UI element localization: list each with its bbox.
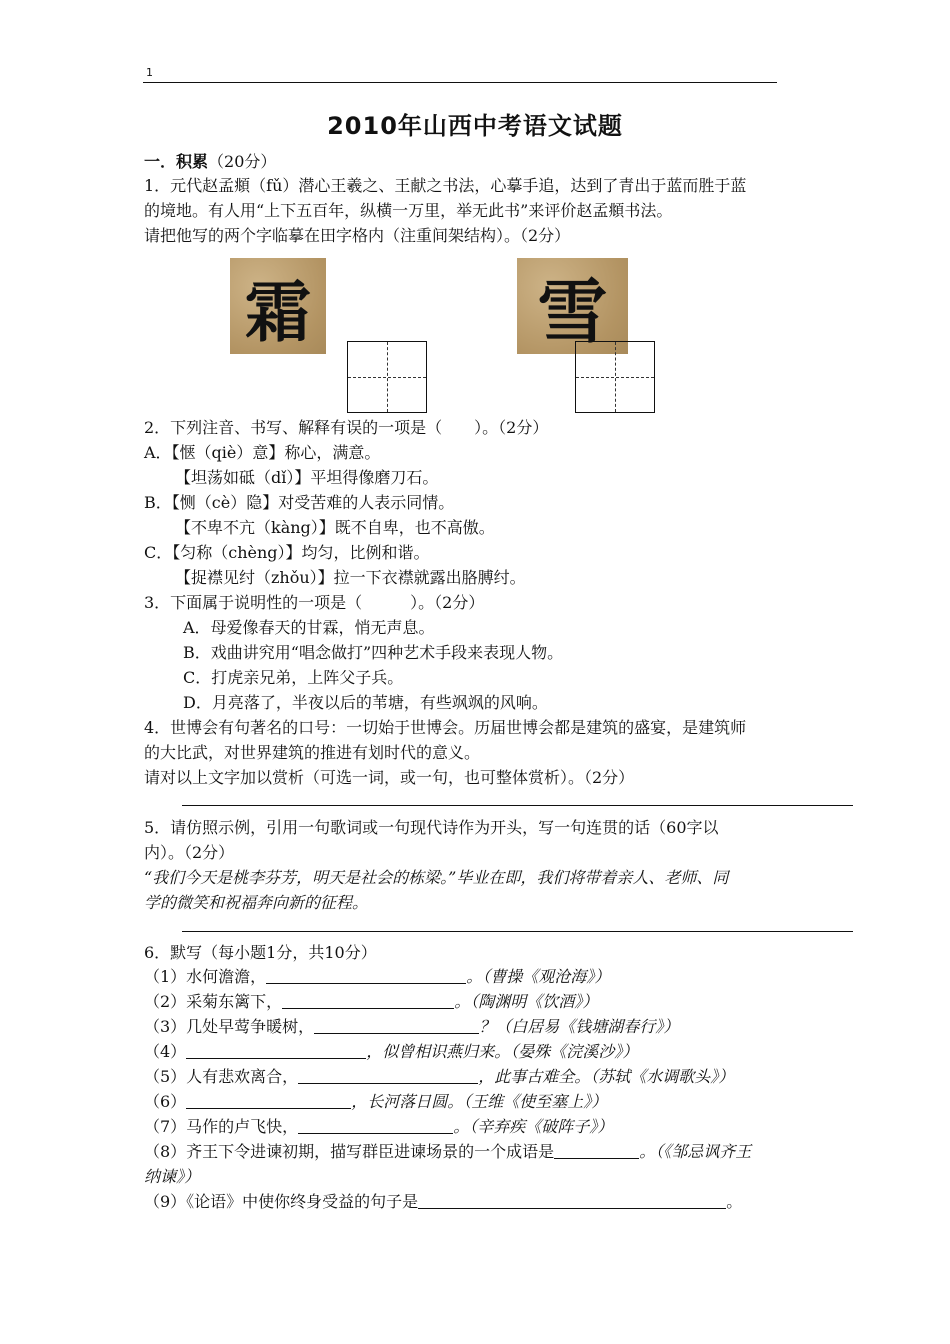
q6-item-1-blank[interactable]: [266, 965, 466, 984]
q6-item-8-source-cont: 纳谏》）: [144, 1167, 201, 1186]
q6-item-5: [144, 1065, 734, 1089]
exam-title: 2010年山西中考语文试题: [327, 112, 623, 140]
q3-option-c: C．打虎亲兄弟，上阵父子兵。: [183, 668, 404, 687]
q1-line2: 的境地。有人用“上下五百年，纵横一万里，举无此书”来评价赵孟頫书法。: [144, 201, 673, 220]
q6-item-3-text: （3）几处早莺争暖树，: [144, 1017, 315, 1036]
q6-item-2-blank[interactable]: [282, 990, 454, 1009]
q6-item-7-text: （7）马作的卢飞快，: [144, 1117, 299, 1136]
calligraphy-sample-1: 霜: [230, 258, 326, 354]
q6-item-3: [144, 1015, 679, 1039]
q6-item-3-blank[interactable]: [314, 1015, 479, 1034]
q6-item-6-blank[interactable]: [186, 1090, 351, 1109]
q6-item-1-source: 。（曹操《观沧海》）: [466, 967, 611, 986]
q5-line1: 5．请仿照示例，引用一句歌词或一句现代诗作为开头，写一句连贯的话（60字以: [144, 818, 719, 837]
q3-option-b: B．戏曲讲究用“唱念做打”四种艺术手段来表现人物。: [183, 643, 564, 662]
q6-item-8: [144, 1140, 751, 1164]
q6-item-8-source: 。（《邹忌讽齐王: [639, 1142, 752, 1161]
q6-item-5-blank[interactable]: [298, 1065, 478, 1084]
tianzige-box-2[interactable]: [575, 341, 655, 413]
q6-item-6-text: （6）: [144, 1092, 187, 1111]
calligraphy-sample-2: 雪: [517, 258, 628, 354]
q4-line1: 4．世博会有句著名的口号：一切始于世博会。历届世博会都是建筑的盛宴，是建筑师: [144, 718, 747, 737]
q3-option-a: A．母爱像春天的甘霖，悄无声息。: [183, 618, 435, 637]
q6-item-7-blank[interactable]: [298, 1115, 453, 1134]
q5-example-line1: “我们今天是桃李芬芳，明天是社会的栋梁。”毕业在即，我们将带着亲人、老师、同: [144, 868, 729, 887]
q5-answer-line[interactable]: [182, 931, 853, 932]
tianzige-box-1[interactable]: [347, 341, 427, 413]
q6-item-5-text: （5）人有悲欢离合，: [144, 1067, 299, 1086]
q2-stem: 2．下列注音、书写、解释有误的一项是（ ）。（2分）: [144, 418, 549, 437]
q6-item-6-source: ，长河落日圆。（王维《使至塞上》）: [351, 1092, 608, 1111]
q2-option-a1: A．【惬（qiè）意】称心，满意。: [144, 443, 381, 462]
q6-item-8-blank[interactable]: [554, 1140, 639, 1159]
q6-item-4-source: ，似曾相识燕归来。（晏殊《浣溪沙》）: [366, 1042, 639, 1061]
q2-option-a2: 【坦荡如砥（dǐ）】平坦得像磨刀石。: [175, 468, 439, 487]
q6-item-4-text: （4）: [144, 1042, 187, 1061]
section-score: （20分）: [208, 152, 277, 171]
section-label: 一．积累: [144, 152, 209, 171]
q1-line1: 1．元代赵孟頫（fǔ）潜心王羲之、王献之书法，心摹手追，达到了青出于蓝而胜于蓝: [144, 176, 747, 195]
q6-item-2-text: （2）采菊东篱下，: [144, 992, 283, 1011]
q6-item-5-source: ，此事古难全。（苏轼《水调歌头》）: [478, 1067, 735, 1086]
q4-line3: 请对以上文字加以赏析（可选一词，或一句，也可整体赏析）。（2分）: [144, 768, 635, 787]
q6-item-8-text: （8）齐王下令进谏初期，描写群臣进谏场景的一个成语是: [144, 1142, 555, 1161]
header-rule: [143, 82, 777, 83]
q6-item-6: [144, 1090, 607, 1114]
q2-option-c2: 【捉襟见纣（zhǒu）】拉一下衣襟就露出胳膊纣。: [175, 568, 526, 587]
q2-option-b1: B．【恻（cè）隐】对受苦难的人表示同情。: [144, 493, 455, 512]
q6-item-2-source: 。（陶渊明《饮酒》）: [454, 992, 599, 1011]
q6-item-2: [144, 990, 598, 1014]
q6-item-1-text: （1）水何澹澹，: [144, 967, 267, 986]
q6-item-3-source: ？（白居易《钱塘湖春行》）: [479, 1017, 680, 1036]
page-number: 1: [146, 66, 153, 79]
q6-item-1: [144, 965, 610, 989]
q6-item-9-text: （9）《论语》中使你终身受益的句子是: [144, 1192, 419, 1211]
q6-item-4: [144, 1040, 638, 1064]
q4-answer-line[interactable]: [182, 805, 853, 806]
q5-line2: 内）。（2分）: [144, 843, 235, 862]
q2-option-b2: 【不卑不亢（kàng）】既不自卑，也不高傲。: [175, 518, 495, 537]
q6-item-7: [144, 1115, 613, 1139]
q4-line2: 的大比武，对世界建筑的推进有划时代的意义。: [144, 743, 481, 762]
q6-item-9: [144, 1190, 742, 1214]
q6-item-9-end: 。: [726, 1192, 743, 1211]
q6-stem: 6．默写（每小题1分，共10分）: [144, 943, 377, 962]
section-heading: [144, 150, 276, 174]
q3-stem: 3．下面属于说明性的一项是（ ）。（2分）: [144, 593, 485, 612]
q5-example-line2: 学的微笑和祝福奔向新的征程。: [144, 893, 369, 912]
q1-line3: 请把他写的两个字临摹在田字格内（注重间架结构）。（2分）: [144, 226, 571, 245]
q6-item-4-blank[interactable]: [186, 1040, 366, 1059]
q6-item-9-blank[interactable]: [418, 1190, 726, 1209]
q2-option-c1: C．【匀称（chèng）】均匀，比例和谐。: [144, 543, 430, 562]
q6-item-7-source: 。（辛弃疾《破阵子》）: [453, 1117, 614, 1136]
q3-option-d: D．月亮落了，半夜以后的苇塘，有些飒飒的风响。: [183, 693, 548, 712]
